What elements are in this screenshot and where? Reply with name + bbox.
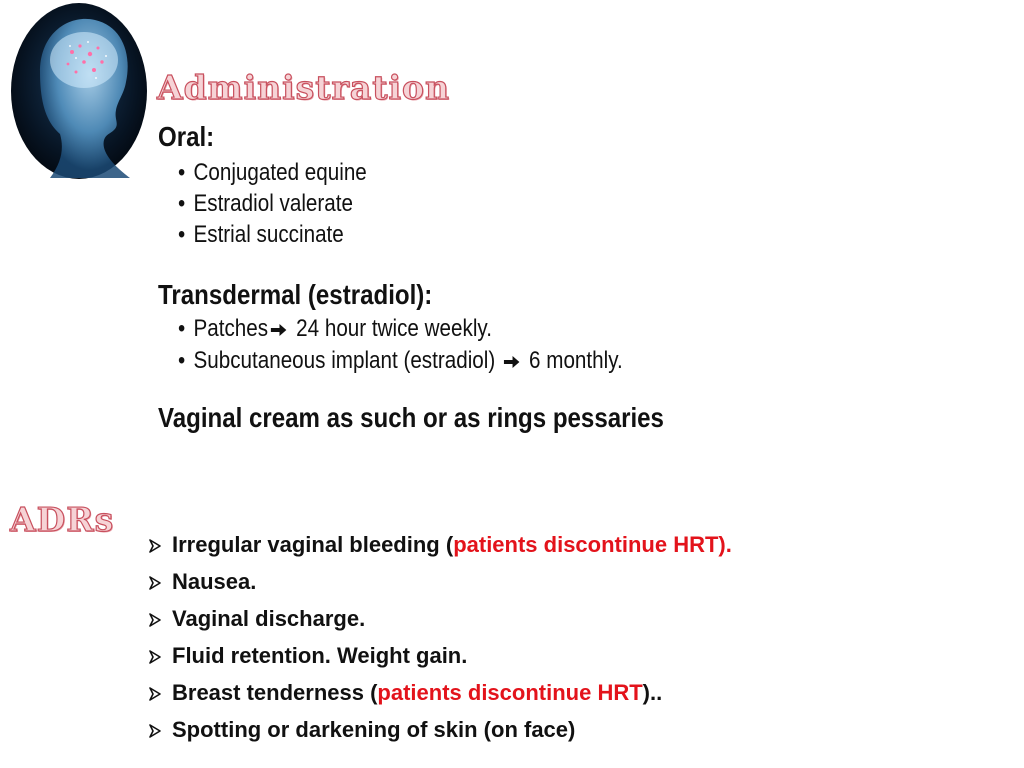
chevron-right-icon (148, 565, 172, 601)
adrs-heading: ADRs (10, 500, 115, 539)
bullet-dot: • (178, 159, 186, 186)
right-arrow-icon (270, 314, 287, 345)
list-item: • Estradiol valerate (178, 190, 353, 217)
list-item: Irregular vaginal bleeding (patients discontinue HRT). (148, 527, 732, 564)
adrs-list (148, 527, 732, 749)
brain-head-image (10, 2, 148, 180)
list-item: Vaginal discharge. (148, 601, 732, 638)
chevron-right-icon (148, 639, 172, 675)
transdermal-list (178, 313, 695, 377)
list-item: Nausea. (148, 564, 732, 601)
right-arrow-icon (503, 346, 520, 377)
list-item: • Subcutaneous implant (estradiol) 6 monthly. (178, 345, 623, 377)
list-item: • Conjugated equine (178, 159, 367, 186)
transdermal-title: Transdermal (estradiol): (158, 279, 433, 310)
chevron-right-icon (148, 676, 172, 712)
chevron-right-icon (148, 713, 172, 749)
bullet-dot: • (178, 315, 186, 342)
bullet-dot: • (178, 190, 186, 217)
oral-title: Oral: (158, 121, 215, 152)
list-item: • Estrial succinate (178, 221, 344, 248)
bullet-dot: • (178, 221, 186, 248)
bullet-dot: • (178, 347, 186, 375)
list-item: Breast tenderness (patients discontinue HRT).. (148, 675, 732, 712)
list-item: Spotting or darkening of skin (on face) (148, 712, 732, 749)
list-item: Fluid retention. Weight gain. (148, 638, 732, 675)
oral-list (178, 157, 398, 250)
chevron-right-icon (148, 602, 172, 638)
list-item: • Patches 24 hour twice weekly. (178, 313, 623, 345)
vaginal-title: Vaginal cream as such or as rings pessaries (158, 402, 664, 433)
chevron-right-icon (148, 528, 172, 564)
administration-heading: Administration (157, 68, 451, 107)
